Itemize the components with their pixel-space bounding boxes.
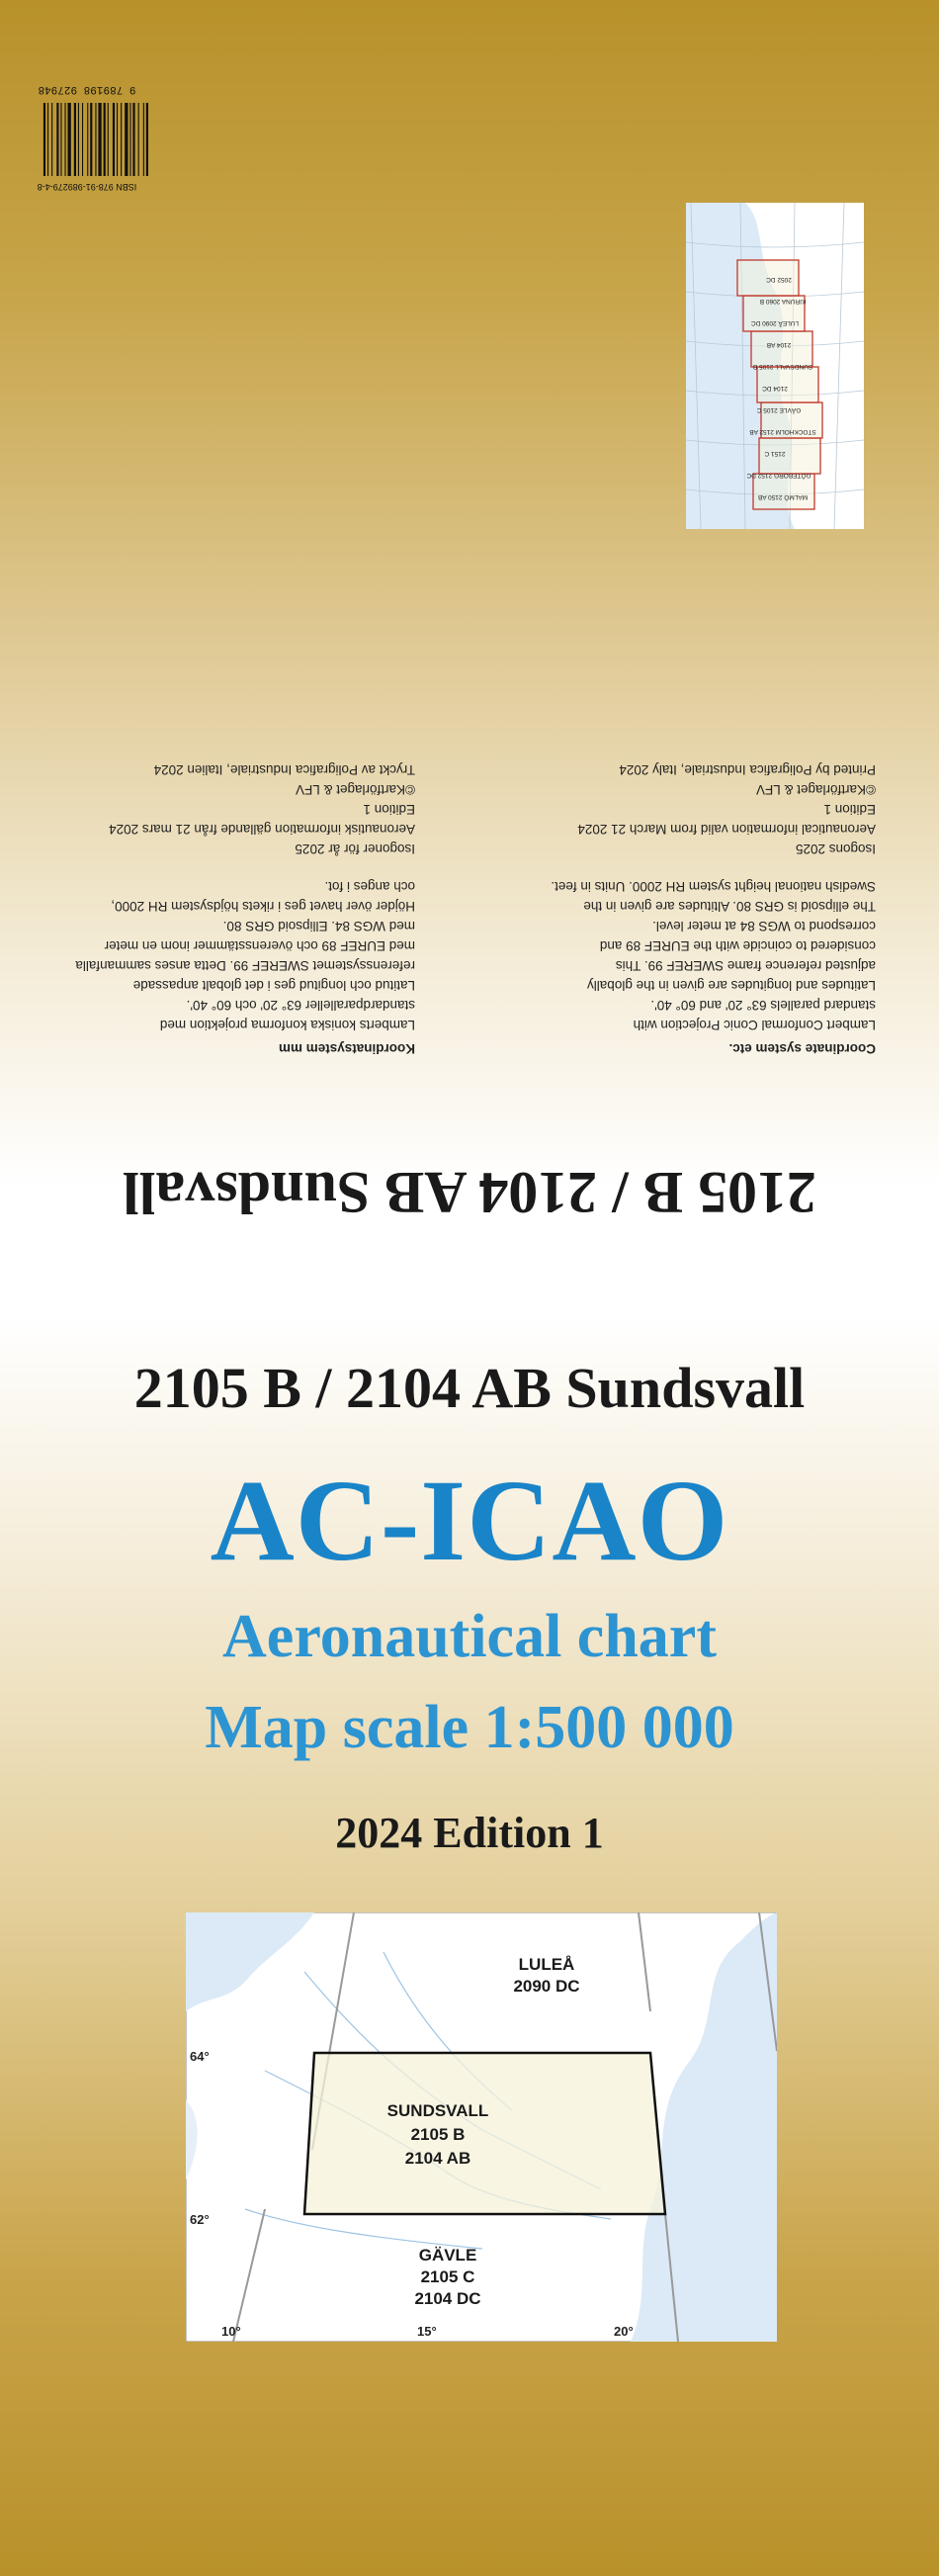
coordinate-info-swedish xyxy=(49,759,415,1058)
barcode-bar xyxy=(51,103,52,176)
english-edition: Edition 1 xyxy=(823,802,876,817)
map-scale: Map scale 1:500 000 xyxy=(205,1694,734,1761)
swedish-line: Höjder över havet ges i rikets höjdsystem RH 2000, xyxy=(111,899,415,914)
barcode-bar xyxy=(90,103,92,176)
south-sheet-code-2: 2104 DC xyxy=(414,2289,481,2308)
index-sheet-label: MALMÖ 2150 AB xyxy=(757,493,809,500)
swedish-edition: Edition 1 xyxy=(363,802,415,817)
barcode-bar xyxy=(65,103,66,176)
product-name: AC-ICAO xyxy=(210,1456,729,1585)
barcode-bar xyxy=(82,103,83,176)
index-sheet-label: GÖTEBORG 2152 DC xyxy=(746,472,811,479)
isbn-barcode xyxy=(18,59,156,198)
latitude-label-62: 62° xyxy=(190,2212,210,2227)
english-line: standard parallels 63° 20' and 60° 40'. xyxy=(650,998,876,1013)
english-lines xyxy=(540,876,876,1034)
barcode-bar xyxy=(138,103,139,176)
barcode-bar xyxy=(74,103,76,176)
index-sheet-label: 2052 DC xyxy=(766,276,792,283)
english-printed: Printed by Poligrafica Industriale, Italy 2024 xyxy=(619,762,876,777)
english-line: Lambert Conformal Conic Projection with xyxy=(633,1018,876,1032)
index-sheet-label: KIRUNA 2060 B xyxy=(759,298,807,305)
longitude-label-15: 15° xyxy=(417,2324,437,2339)
south-sheet-name: GÄVLE xyxy=(418,2246,477,2265)
swedish-line: Latitud och longitud ges i det globalt anpassade xyxy=(132,978,415,993)
barcode-bar xyxy=(132,103,134,176)
product-subtitle: Aeronautical chart xyxy=(222,1603,717,1670)
barcode-bar xyxy=(78,103,79,176)
swedish-line: standardparalleller 63° 20' och 60° 40'. xyxy=(186,998,415,1013)
barcode-bar xyxy=(117,103,118,176)
swedish-lines xyxy=(49,876,415,1034)
swedish-line: Lamberts koniska konforma projektion med xyxy=(159,1018,415,1032)
coverage-map xyxy=(186,1912,777,2342)
isbn-text: ISBN 978-91-989279-4-8 xyxy=(37,182,137,192)
index-sheet-label: SUNDSVALL 2105 B xyxy=(752,363,813,370)
english-validity: Aeronautical information valid from March 21 2024 xyxy=(577,822,876,837)
current-sheet-outline xyxy=(304,2053,665,2214)
swedish-line: med WGS 84. Ellipsoid GRS 80. xyxy=(222,919,415,933)
index-sheet-label: STOCKHOLM 2152 AB xyxy=(749,428,816,435)
english-isogons: Isogons 2025 xyxy=(795,842,876,856)
swedish-printed: Tryckt av Poligrafica Industriale, Italien 2024 xyxy=(153,762,415,777)
barcode-bar xyxy=(56,103,58,176)
index-sheet-label: LULEÅ 2090 DC xyxy=(750,319,800,326)
swedish-line: med EUREF 89 och överensstämmer inom en meter xyxy=(104,938,415,953)
english-copyright: ©Kartförlaget & LFV xyxy=(756,782,876,797)
back-panel xyxy=(0,0,939,1226)
english-line: considered to coincide with the EUREF 89 and xyxy=(599,938,876,953)
barcode-bar xyxy=(143,103,144,176)
barcode-bar xyxy=(129,103,130,176)
back-title: 2105 B / 2104 AB Sundsvall xyxy=(123,1160,816,1225)
barcode-bar xyxy=(108,103,109,176)
barcode-bar xyxy=(68,103,71,176)
barcode-bar xyxy=(47,103,48,176)
latitude-label-64: 64° xyxy=(190,2049,210,2064)
index-sheet-label: GÄVLE 2105 C xyxy=(756,406,802,413)
barcode-bar xyxy=(146,103,148,176)
barcode-bar xyxy=(60,103,61,176)
english-line: Swedish national height system RH 2000. Units in feet. xyxy=(551,879,876,894)
barcode-number: 9 789198 927948 xyxy=(38,83,136,95)
south-sheet-code-1: 2105 C xyxy=(420,2267,475,2286)
barcode-bar xyxy=(87,103,88,176)
current-sheet-code-2: 2104 AB xyxy=(404,2149,471,2168)
swedish-isogons: Isogoner för år 2025 xyxy=(295,842,415,856)
north-sheet-code: 2090 DC xyxy=(513,1977,580,1996)
current-sheet-code-1: 2105 B xyxy=(410,2125,466,2144)
sheet-index-map xyxy=(686,203,864,529)
swedish-heading: Koordinatsystem mm xyxy=(278,1041,415,1056)
longitude-label-10: 10° xyxy=(221,2324,241,2339)
barcode-bar xyxy=(113,103,115,176)
english-line: correspond to WGS 84 at meter level. xyxy=(652,919,876,933)
barcode-bars xyxy=(43,103,148,176)
swedish-validity: Aeronautisk information gällande från 21 mars 2024 xyxy=(109,822,415,837)
barcode-bar xyxy=(125,103,128,176)
swedish-copyright: ©Kartförlaget & LFV xyxy=(296,782,415,797)
barcode-bar xyxy=(43,103,45,176)
index-sheet-label: 2104 DC xyxy=(762,385,788,392)
barcode-bar xyxy=(121,103,122,176)
barcode-bar xyxy=(104,103,106,176)
edition-label: 2024 Edition 1 xyxy=(335,1809,604,1857)
north-sheet-name: LULEÅ xyxy=(518,1955,575,1974)
chart-title: 2105 B / 2104 AB Sundsvall xyxy=(133,1356,806,1420)
coordinate-info-english xyxy=(540,759,876,1058)
english-line: adjusted reference frame SWEREF 99. This xyxy=(615,958,876,973)
english-heading: Coordinate system etc. xyxy=(728,1041,876,1056)
current-sheet-name: SUNDSVALL xyxy=(386,2101,489,2120)
barcode-bar xyxy=(95,103,96,176)
index-sheet-label: 2104 AB xyxy=(766,341,792,348)
english-line: Latitudes and longitudes are given in the globally xyxy=(587,978,876,993)
index-sheet-label: 2151 C xyxy=(764,450,786,457)
barcode-bar xyxy=(98,103,101,176)
longitude-label-20: 20° xyxy=(614,2324,634,2339)
english-line: The ellipsoid is GRS 80. Altitudes are given in the xyxy=(583,899,876,914)
swedish-line: och anges i fot. xyxy=(324,879,415,894)
swedish-line: referenssystemet SWEREF 99. Detta anses sammanfalla xyxy=(75,958,415,973)
